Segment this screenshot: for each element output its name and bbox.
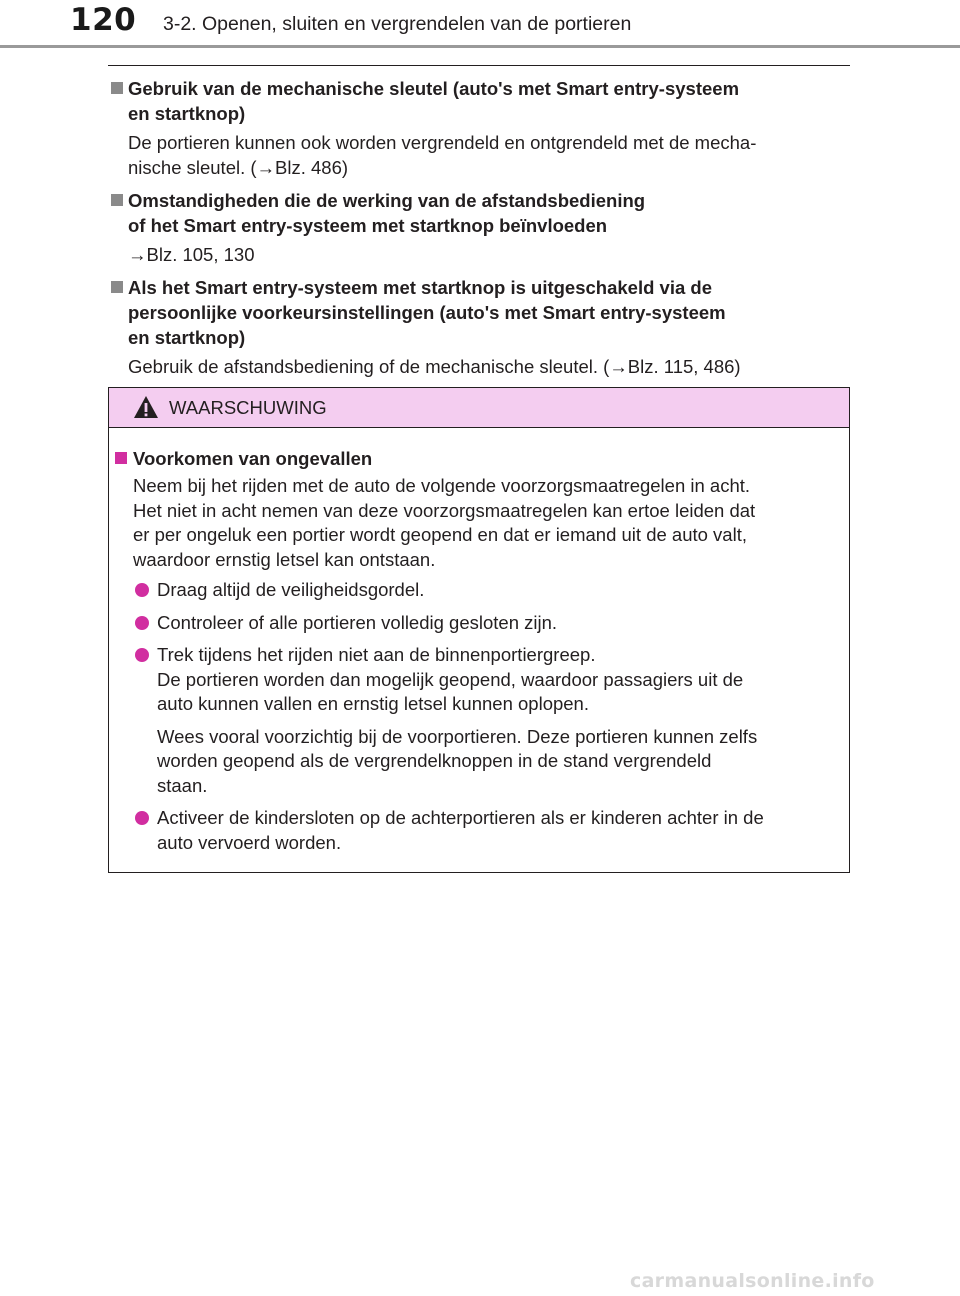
header-divider [0,45,960,48]
heading-line: Omstandigheden die de werking van de afstandsbediening [128,190,646,211]
topic-body [108,130,850,180]
square-bullet-icon [111,82,123,94]
bullet-dot-icon [135,811,149,825]
bullet-dot-icon [135,648,149,662]
topic-heading [108,76,850,126]
intro-line: waardoor ernstig letsel kan ontstaan. [133,548,436,570]
topic-mechanical-key [108,76,850,180]
heading-line: en startknop) [128,327,246,348]
bullet-dot-icon [135,583,149,597]
topic-body [108,242,850,267]
warning-triangle-icon [133,395,159,419]
section-title: 3-2. Openen, sluiten en vergrendelen van de portieren [163,13,632,35]
bullet-line: Draag altijd de veiligheidsgordel. [157,579,425,600]
content-divider [108,65,850,66]
heading-line: en startknop) [128,103,246,124]
heading-line: Gebruik van de mechanische sleutel (auto's met Smart entry-systeem [128,78,740,99]
body-line: De portieren kunnen ook worden vergrendeld en ontgrendeld met de mecha- [128,132,757,153]
bullet-line: De portieren worden dan mogelijk geopend, waardoor passagiers uit de [157,668,744,690]
bullet-line: Trek tijdens het rijden niet aan de binnenportiergreep. [157,644,596,665]
bullet-sub-paragraph [115,725,845,799]
bullet-item [115,806,845,855]
main-content [108,76,850,387]
bullet-dot-icon [135,616,149,630]
bullet-line: Controleer of alle portieren volledig gesloten zijn. [157,611,558,633]
sub-line: Wees vooral voorzichtig bij de voorportieren. Deze portieren kunnen zelfs [157,725,758,747]
topic-body [108,354,850,379]
bullet-item [115,643,845,717]
heading-line: of het Smart entry-systeem met startknop beïnvloeden [128,215,608,236]
warning-content [115,446,845,863]
warning-box [108,387,850,873]
bullet-line: Activeer de kindersloten op de achterportieren als er kinderen achter in de [157,807,764,828]
warning-label: WAARSCHUWING [169,397,327,418]
bullet-line: auto kunnen vallen en ernstig letsel kunnen oplopen. [157,693,589,714]
topic-heading [108,188,850,238]
heading-line: persoonlijke voorkeursinstellingen (auto's met Smart entry-systeem [128,302,726,323]
topic-heading [108,275,850,350]
topic-disabled-smart-entry [108,275,850,379]
bullet-item [115,611,845,636]
warning-header [109,388,849,428]
square-bullet-icon [115,452,127,464]
intro-line: Het niet in acht nemen van deze voorzorgsmaatregelen kan ertoe leiden dat [133,499,756,521]
warning-intro [115,474,845,572]
square-bullet-icon [111,194,123,206]
body-line: nische sleutel. (→Blz. 486) [128,157,349,178]
topic-conditions [108,188,850,267]
bullet-item [115,578,845,603]
square-bullet-icon [111,281,123,293]
warning-heading [115,446,845,471]
body-line: →Blz. 105, 130 [128,244,255,265]
intro-line: er per ongeluk een portier wordt geopend en dat er iemand uit de auto valt, [133,524,747,545]
intro-line: Neem bij het rijden met de auto de volgende voorzorgsmaatregelen in acht. [133,475,751,496]
page-number: 120 [70,2,137,38]
watermark-logo: carmanualsonline.info [630,1270,875,1292]
body-line: Gebruik de afstandsbediening of de mechanische sleutel. (→Blz. 115, 486) [128,356,741,377]
bullet-line: auto vervoerd worden. [157,831,342,853]
sub-line: staan. [157,774,208,796]
warning-heading-text: Voorkomen van ongevallen [133,448,373,469]
heading-line: Als het Smart entry-systeem met startknop is uitgeschakeld via de [128,277,712,298]
sub-line: worden geopend als de vergrendelknoppen in de stand vergrendeld [157,750,712,771]
